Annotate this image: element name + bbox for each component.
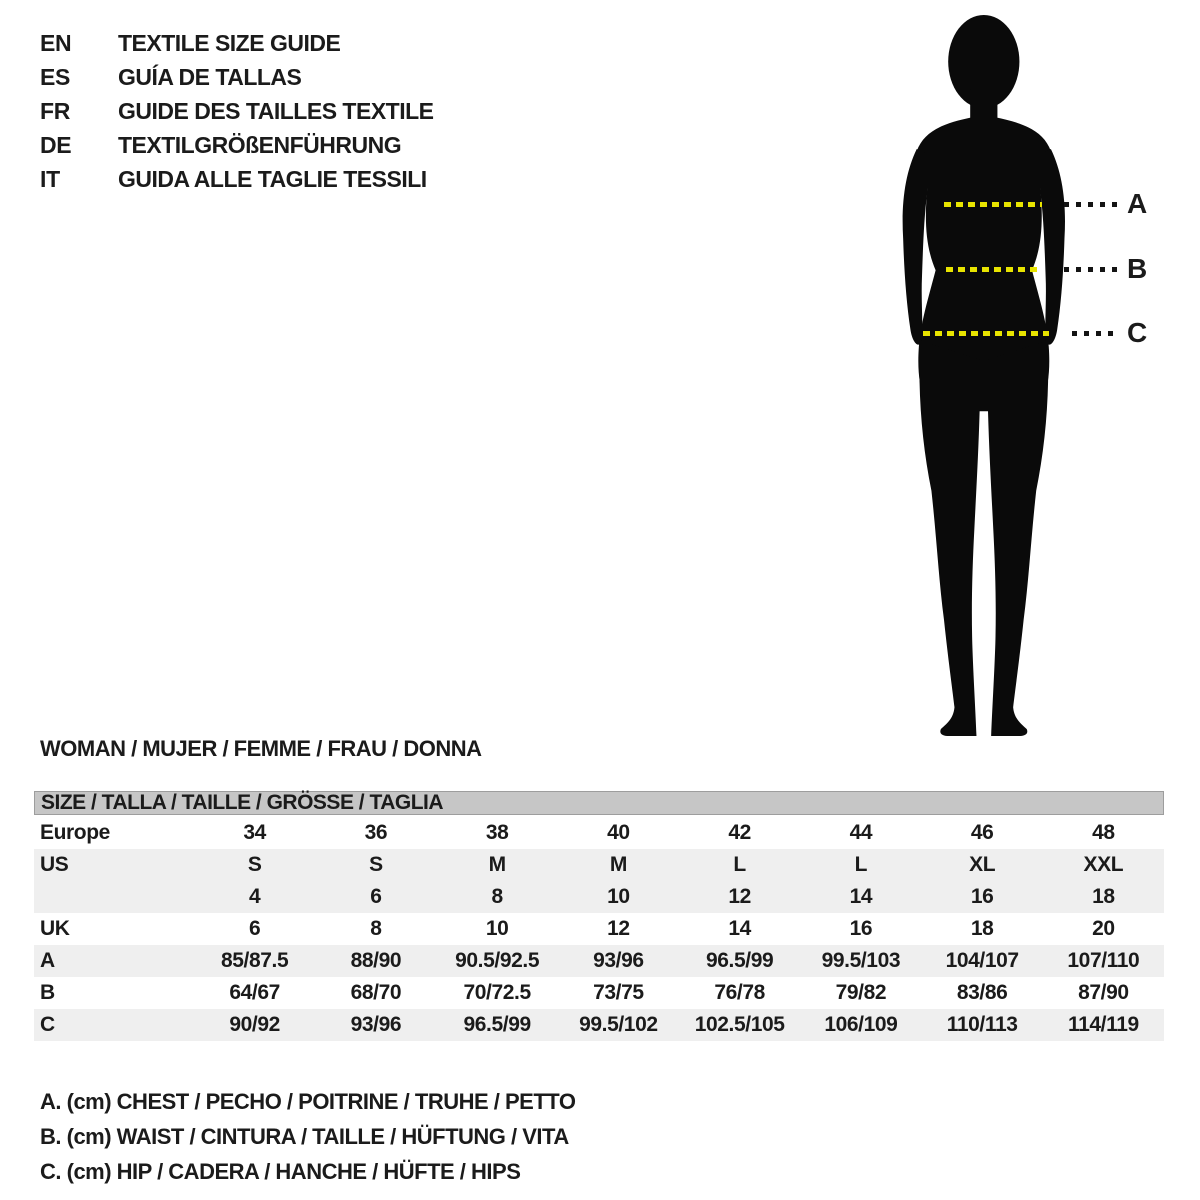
table-cell: 18 [1092,885,1115,908]
table-cell: 107/110 [1067,949,1140,972]
language-code: ES [40,63,71,90]
table-cell: M [609,853,627,876]
woman-silhouette [878,12,1098,742]
table-cell: 4 [248,885,261,908]
table-cell: 46 [970,821,994,844]
table-cell: L [854,853,868,876]
table-cell: 42 [728,821,751,844]
table-cell: 93/96 [350,1013,402,1036]
table-row-us-numbers [34,881,1164,913]
row-label: UK [40,917,70,940]
language-code: DE [40,131,72,158]
table-cell: 10 [607,885,630,908]
table-row-waist [34,977,1164,1009]
table-cell: 110/113 [946,1013,1018,1036]
hip-dotted-connector [1072,331,1120,336]
table-cell: 10 [485,917,509,940]
table-cell: 14 [849,885,873,908]
table-header: SIZE / TALLA / TAILLE / GRÖSSE / TAGLIA [34,791,1164,815]
table-row-us-letters [34,849,1164,881]
language-label: TEXTILE SIZE GUIDE [118,29,341,56]
table-cell: 64/67 [229,981,280,1004]
table-cell: S [247,853,262,876]
language-row-en [40,26,434,60]
table-cell: 48 [1092,821,1115,844]
table-cell: 34 [243,821,266,844]
table-cell: 8 [491,885,503,908]
waist-dashed-line [946,267,1038,272]
legend-line-waist: B. (cm) WAIST / CINTURA / TAILLE / HÜFTUNG / VITA [40,1124,569,1149]
size-table [34,791,1164,1041]
table-cell: 12 [607,917,630,940]
table-cell: 99.5/102 [579,1013,658,1036]
row-label: A [40,949,55,972]
table-row-chest [34,945,1164,977]
language-label: GUIDE DES TAILLES TEXTILE [118,97,434,124]
table-cell: 16 [970,885,994,908]
table-cell: 38 [485,821,509,844]
table-cell: 114/119 [1067,1013,1139,1036]
legend-line-hip: C. (cm) HIP / CADERA / HANCHE / HÜFTE / HIPS [40,1159,521,1184]
language-row-es [40,60,434,94]
table-cell: 73/75 [593,981,644,1004]
table-cell: 6 [248,917,261,940]
table-cell: 40 [607,821,630,844]
row-label: US [40,853,69,876]
language-label: GUÍA DE TALLAS [118,63,302,90]
table-cell: 6 [370,885,382,908]
language-label: TEXTILGRÖßENFÜHRUNG [118,131,402,158]
table-cell: 87/90 [1078,981,1129,1004]
table-cell: 102.5/105 [694,1013,785,1036]
table-cell: L [733,853,746,876]
table-cell: 16 [849,917,873,940]
table-cell: 12 [728,885,751,908]
table-cell: 18 [970,917,994,940]
table-cell: 96.5/99 [463,1013,531,1036]
section-title: WOMAN / MUJER / FEMME / FRAU / DONNA [40,736,482,761]
legend-line-chest: A. (cm) CHEST / PECHO / POITRINE / TRUHE / PETTO [40,1089,576,1114]
language-row-fr [40,94,434,128]
table-row-uk [34,913,1164,945]
language-code: IT [40,165,60,192]
chest-dotted-connector [1064,202,1120,207]
table-cell: 88/90 [350,949,402,972]
table-cell: XXL [1083,853,1124,876]
language-list [40,26,434,196]
marker-label-a: A [1127,188,1147,219]
table-cell: XL [969,853,996,876]
table-cell: 83/86 [956,981,1008,1004]
table-cell: 104/107 [945,949,1019,972]
table-cell: 76/78 [714,981,765,1004]
row-label: B [40,981,55,1004]
table-cell: 99.5/103 [821,949,901,972]
table-row-europe [34,817,1164,849]
table-cell: 96.5/99 [705,949,774,972]
measurement-legend [40,1084,575,1189]
table-cell: 90/92 [229,1013,280,1036]
marker-label-c: C [1127,317,1147,348]
table-cell: 79/82 [835,981,887,1004]
table-cell: 8 [370,917,382,940]
language-row-it [40,162,434,196]
row-label: C [40,1013,55,1036]
table-cell: 14 [728,917,751,940]
table-cell: 70/72.5 [463,981,531,1004]
marker-label-b: B [1127,253,1147,284]
table-cell: 106/109 [824,1013,898,1036]
language-code: FR [40,97,71,124]
table-cell: 93/96 [593,949,644,972]
table-cell: S [369,853,383,876]
table-cell: 90.5/92.5 [455,949,540,972]
hip-dashed-line [923,331,1049,336]
table-cell: 85/87.5 [220,949,289,972]
table-row-hip [34,1009,1164,1041]
table-cell: 20 [1092,917,1115,940]
table-cell: M [488,853,506,876]
waist-dotted-connector [1064,267,1120,272]
language-label: GUIDA ALLE TAGLIE TESSILI [118,165,427,192]
table-cell: 68/70 [350,981,402,1004]
language-code: EN [40,29,72,56]
row-label: Europe [40,821,110,844]
chest-dashed-line [944,202,1042,207]
table-cell: 36 [364,821,388,844]
table-cell: 44 [849,821,873,844]
language-row-de [40,128,434,162]
